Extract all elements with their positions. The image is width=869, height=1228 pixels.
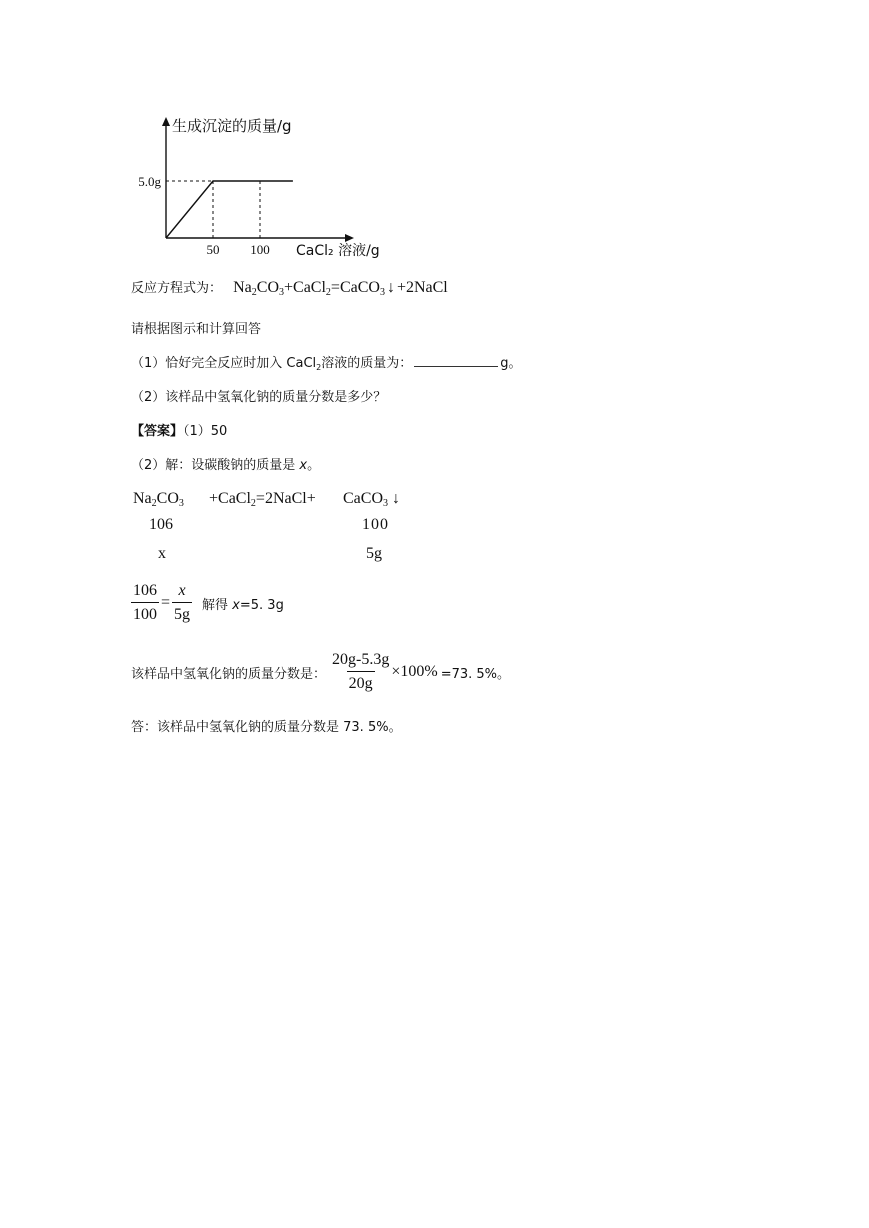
answer-label: 【答案】 (131, 424, 184, 439)
reaction-row-1: $Na_2CO_3$ (133, 490, 184, 509)
equation-prefix: 反应方程式为： (131, 281, 223, 296)
reaction-row-1-mid: +CaCl$_2$=2NaCl+ (209, 490, 316, 509)
fraction-left: $\frac{106}{100}$ (133, 582, 157, 623)
unknown-mass: x (158, 545, 166, 562)
question-1: （1）恰好完全反应时加入 CaCl$_2$溶液的质量为： g。 (131, 356, 522, 372)
question-2: （2）该样品中氢氧化钠的质量分数是多少？ (131, 390, 387, 405)
proportion: $\frac{106}{100}$ = $\frac{x}{5g}$ 解得 x=5. 3g (133, 582, 284, 623)
x-axis-arrow (345, 234, 354, 242)
precipitate-chart (125, 112, 405, 262)
solution-intro: （2）解：设碳酸钠的质量是 x。 (131, 458, 321, 473)
equation-line (131, 277, 448, 297)
precipitate-mass: 5g (366, 545, 382, 562)
mass-fraction-line: 该样品中氢氧化钠的质量分数是： $\frac{20g-5.3g}{20g}$ ×100% =73. 5%。 (131, 651, 511, 692)
answer-line: 【答案】（1）50 (131, 424, 228, 439)
x-axis-label: CaCl₂ 溶液/g (296, 243, 380, 259)
reaction-formula: $Na_2CO_3+CaCl_2=CaCO_3$ ↓ +2NaCl (233, 279, 448, 298)
fraction-right: $\frac{x}{5g}$ (174, 582, 191, 623)
molar-mass-caco3: 100 (362, 516, 389, 533)
instruction: 请根据图示和计算回答 (131, 322, 262, 337)
mass-fraction: $\frac{20g-5.3g}{20g}$ (332, 651, 390, 692)
y-tick-label: 5.0g (138, 174, 161, 189)
reaction-row-1-right: CaCO$_3$ ↓ (343, 490, 400, 509)
series-line (166, 181, 293, 238)
x-tick-label-50: 50 (206, 242, 220, 257)
y-axis-arrow (162, 117, 170, 126)
x-tick-label-100: 100 (250, 242, 270, 257)
y-axis-label: 生成沉淀的质量/g (172, 117, 292, 135)
answer-blank[interactable] (414, 355, 498, 367)
final-answer: 答：该样品中氢氧化钠的质量分数是 73. 5%。 (131, 720, 402, 735)
molar-mass-na2co3: 106 (149, 516, 173, 533)
